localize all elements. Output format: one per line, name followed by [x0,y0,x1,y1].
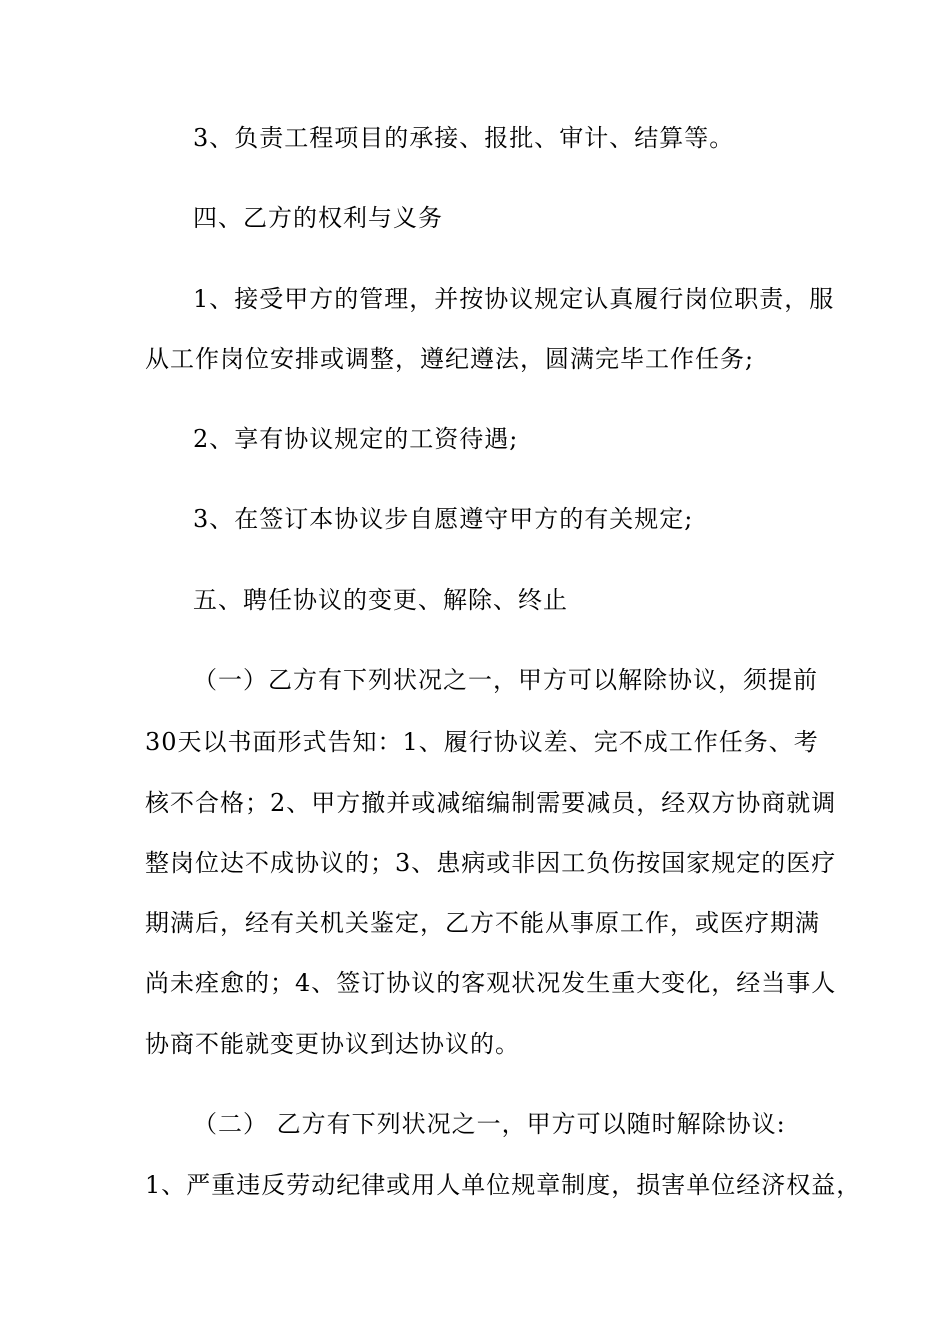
clause-1-line-6: 尚未痊愈的；4、签订协议的客观状况发生重大变化，经当事人 [145,969,837,997]
section-heading-4: 四、乙方的权利与义务 [193,204,443,232]
clause-2-line-1: （二） 乙方有下列状况之一，甲方可以随时解除协议: [193,1110,786,1138]
clause-1-line-2: 30天以书面形式告知：1、履行协议差、完不成工作任务、考 [145,728,819,756]
paragraph-right-1-line-1: 1、接受甲方的管理，并按协议规定认真履行岗位职责，服 [193,285,835,313]
paragraph-right-2: 2、享有协议规定的工资待遇; [193,425,519,453]
paragraph-duty-3: 3、负责工程项目的承接、报批、审计、结算等。 [193,124,735,152]
section-heading-5: 五、聘任协议的变更、解除、终止 [193,586,568,614]
clause-1-line-3: 核不合格；2、甲方撤并或减缩编制需要减员，经双方协商就调 [145,789,837,817]
clause-1-line-5: 期满后，经有关机关鉴定，乙方不能从事原工作，或医疗期满 [145,909,820,937]
clause-1-line-1: （一）乙方有下列状况之一，甲方可以解除协议，须提前 [193,666,818,694]
clause-1-line-7: 协商不能就变更协议到达协议的。 [145,1030,520,1058]
paragraph-right-3: 3、在签订本协议步自愿遵守甲方的有关规定; [193,505,694,533]
clause-2-line-2: 1、严重违反劳动纪律或用人单位规章制度，损害单位经济权益， [145,1171,862,1199]
paragraph-right-1-line-2: 从工作岗位安排或调整，遵纪遵法，圆满完毕工作任务; [145,345,755,373]
clause-1-line-4: 整岗位达不成协议的；3、患病或非因工负伤按国家规定的医疗 [145,849,837,877]
